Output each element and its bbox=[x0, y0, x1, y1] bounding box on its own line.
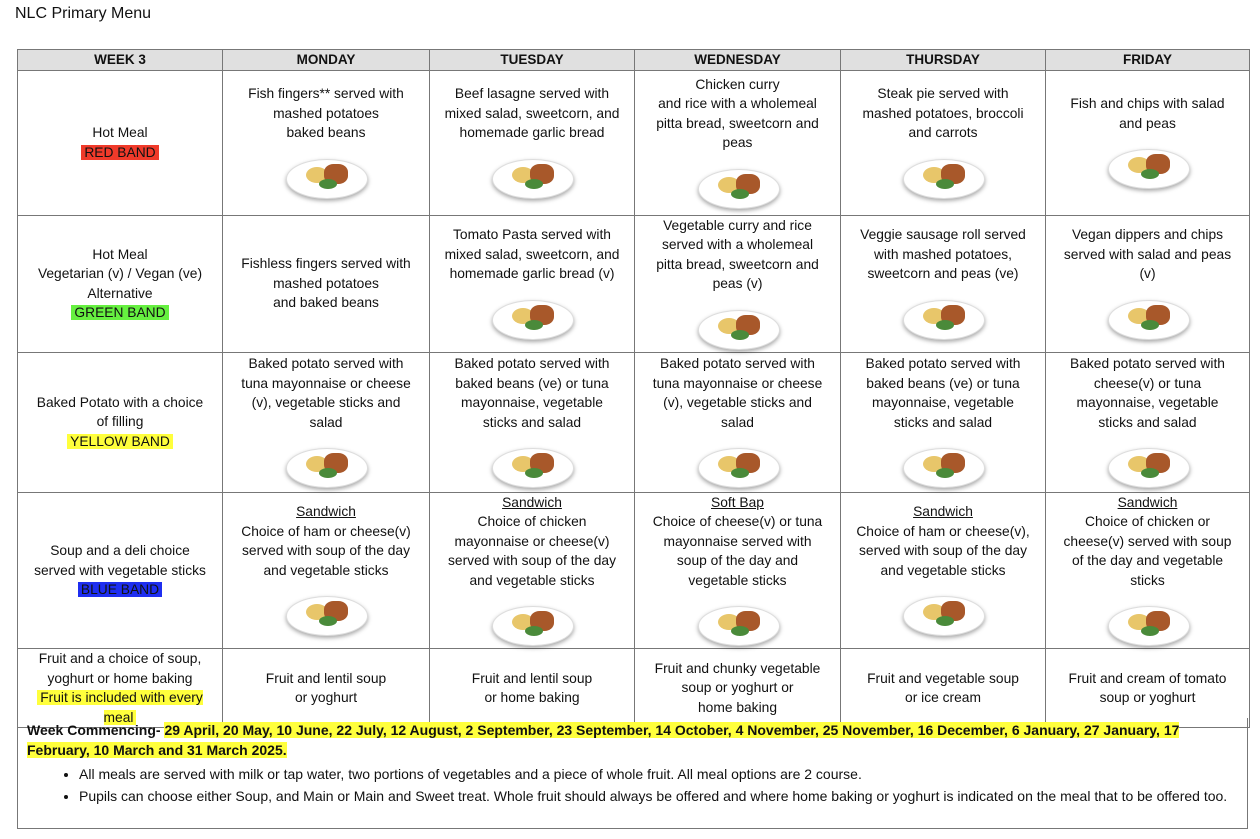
meal-description-line: Fishless fingers served with bbox=[241, 256, 411, 272]
meal-description-line: sticks bbox=[1130, 572, 1165, 588]
meal-description-line: home baking bbox=[697, 699, 777, 715]
menu-cell-wednesday bbox=[635, 70, 841, 215]
header-row bbox=[18, 50, 1250, 71]
meal-description-line: Choice of chicken or bbox=[1084, 514, 1210, 529]
meal-photo bbox=[898, 586, 988, 638]
header-tuesday: TUESDAY bbox=[430, 50, 635, 71]
deli-heading: Sandwich bbox=[502, 494, 562, 510]
meal-description-line: Baked potato served with bbox=[660, 356, 815, 371]
meal-description-line: Beef lasagne served with bbox=[454, 86, 610, 102]
meal-description-line: pitta bread, sweetcorn and bbox=[656, 256, 819, 272]
menu-cell-wednesday bbox=[635, 352, 841, 492]
meal-photo bbox=[281, 586, 371, 638]
menu-cell-tuesday bbox=[430, 649, 635, 728]
meal-description-line: mayonnaise or cheese(v) bbox=[454, 533, 610, 549]
meal-description-line: Baked potato served with bbox=[1070, 356, 1225, 371]
meal-description-line: and vegetable sticks bbox=[880, 562, 1006, 578]
meal-description-line: Chicken curry bbox=[695, 76, 780, 92]
meal-description-line: served with soup of the day bbox=[859, 543, 1027, 559]
meal-description-line: sticks and salad bbox=[893, 414, 993, 430]
menu-cell-monday bbox=[223, 492, 430, 649]
document-title: NLC Primary Menu bbox=[15, 5, 152, 22]
meal-description-line: peas (v) bbox=[712, 276, 763, 291]
menu-cell-friday bbox=[1046, 70, 1250, 215]
menu-cell-thursday bbox=[841, 352, 1046, 492]
menu-cell-thursday bbox=[841, 215, 1046, 352]
meal-description-line: and baked beans bbox=[273, 295, 379, 311]
meal-description-line: soup of the day and bbox=[676, 553, 799, 568]
meal-description-line: or ice cream bbox=[905, 690, 981, 705]
row-label bbox=[18, 352, 223, 492]
meal-description-line: baked beans bbox=[286, 125, 366, 141]
meal-description-line: served with salad and peas bbox=[1063, 246, 1232, 262]
meal-description-line: Vegan dippers and chips bbox=[1071, 227, 1224, 243]
table-row bbox=[18, 492, 1250, 649]
meal-description-line: and rice with a wholemeal bbox=[658, 96, 817, 111]
meal-description-line: vegetable sticks bbox=[688, 572, 787, 588]
meal-photo bbox=[281, 438, 371, 490]
meal-description-line: mayonnaise, vegetable bbox=[872, 395, 1014, 410]
menu-cell-friday bbox=[1046, 492, 1250, 649]
meal-description-line: Choice of chicken bbox=[477, 514, 587, 529]
meal-description-line: Fruit and lentil soup bbox=[471, 670, 593, 686]
meal-description-line: tuna mayonnaise or cheese bbox=[652, 375, 823, 391]
meal-description-line: Fruit and chunky vegetable bbox=[654, 660, 821, 676]
meal-description-line: Fish fingers** served with bbox=[248, 86, 404, 102]
meal-description-line: soup or yoghurt bbox=[1099, 690, 1196, 705]
meal-photo bbox=[487, 149, 577, 201]
meal-description-line: mashed potatoes bbox=[273, 275, 379, 291]
meal-photo bbox=[487, 596, 577, 648]
header-monday: MONDAY bbox=[223, 50, 430, 71]
meal-description-line: soup or yoghurt or bbox=[681, 680, 794, 696]
table-row bbox=[18, 649, 1250, 728]
meal-description-line: mixed salad, sweetcorn, and bbox=[444, 105, 620, 121]
meal-description-line: served with soup of the day bbox=[242, 543, 410, 559]
deli-heading: Soft Bap bbox=[711, 494, 764, 510]
row-label-line: Hot Meal bbox=[92, 125, 148, 140]
menu-cell-wednesday bbox=[635, 492, 841, 649]
row-label-line: Baked Potato with a choice bbox=[36, 394, 204, 410]
meal-description-line: (v), vegetable sticks and bbox=[663, 395, 812, 410]
meal-description-line: mixed salad, sweetcorn, and bbox=[444, 246, 620, 262]
menu-cell-thursday bbox=[841, 649, 1046, 728]
meal-description-line: mashed potatoes bbox=[273, 105, 379, 121]
menu-table bbox=[17, 49, 1250, 728]
header-week-3: WEEK 3 bbox=[18, 50, 223, 71]
meal-description-line: of the day and vegetable bbox=[1071, 553, 1224, 568]
meal-description-line: pitta bread, sweetcorn and bbox=[656, 115, 819, 131]
meal-description-line: salad bbox=[309, 414, 343, 430]
meal-description-line: or home baking bbox=[484, 690, 580, 705]
meal-photo bbox=[693, 438, 783, 490]
row-label-line: Soup and a deli choice bbox=[50, 543, 190, 558]
meal-description-line: Baked potato served with bbox=[248, 356, 404, 371]
menu-cell-tuesday bbox=[430, 352, 635, 492]
menu-cell-tuesday bbox=[430, 215, 635, 352]
menu-cell-friday bbox=[1046, 215, 1250, 352]
header-wednesday: WEDNESDAY bbox=[635, 50, 841, 71]
menu-cell-monday bbox=[223, 352, 430, 492]
band-label: BLUE BAND bbox=[78, 582, 162, 597]
band-label: Fruit is included with every meal bbox=[37, 690, 203, 725]
meal-photo bbox=[693, 596, 783, 648]
meal-description-line: Choice of ham or cheese(v), bbox=[856, 523, 1030, 539]
deli-heading: Sandwich bbox=[1117, 494, 1178, 510]
meal-description-line: baked beans (ve) or tuna bbox=[455, 375, 609, 391]
meal-description-line: mashed potatoes, broccoli bbox=[862, 105, 1024, 121]
meal-description-line: Baked potato served with bbox=[454, 356, 610, 371]
menu-cell-wednesday bbox=[635, 215, 841, 352]
header-friday: FRIDAY bbox=[1046, 50, 1250, 71]
meal-description-line: Fruit and vegetable soup bbox=[867, 670, 1019, 686]
meal-photo bbox=[1103, 596, 1193, 648]
meal-description-line: Choice of ham or cheese(v) bbox=[241, 523, 411, 539]
menu-cell-thursday bbox=[841, 70, 1046, 215]
meal-description-line: and vegetable sticks bbox=[263, 562, 389, 578]
deli-heading: Sandwich bbox=[296, 504, 356, 520]
meal-description-line: cheese(v) or tuna bbox=[1093, 375, 1202, 391]
meal-description-line: or yoghurt bbox=[294, 690, 358, 705]
row-label-line: of filling bbox=[96, 414, 144, 430]
row-label-line: served with vegetable sticks bbox=[34, 562, 206, 578]
note-item: • Pupils can choose either Soup, and Main or Main and Sweet treat. Whole fruit should always be offered and where home baking or yoghurt is indicated on the meal that to be offered too. bbox=[79, 785, 1238, 807]
meal-description-line: peas bbox=[722, 135, 753, 150]
meal-photo bbox=[693, 159, 783, 211]
deli-heading: Sandwich bbox=[913, 504, 973, 520]
menu-cell-wednesday bbox=[635, 649, 841, 728]
meal-description-line: cheese(v) served with soup bbox=[1063, 533, 1232, 549]
meal-photo bbox=[898, 290, 988, 342]
meal-description-line: served with a wholemeal bbox=[661, 237, 814, 252]
meal-description-line: Fruit and cream of tomato bbox=[1068, 670, 1227, 686]
band-label: GREEN BAND bbox=[71, 305, 168, 320]
band-label: RED BAND bbox=[81, 145, 158, 160]
meal-description-line: mayonnaise, vegetable bbox=[1076, 395, 1219, 410]
meal-description-line: with mashed potatoes, bbox=[873, 246, 1013, 262]
row-label-line: Alternative bbox=[87, 285, 153, 301]
meal-description-line: salad bbox=[721, 414, 754, 430]
band-label: YELLOW BAND bbox=[67, 434, 173, 449]
meal-photo bbox=[1103, 438, 1193, 490]
meal-description-line: Fish and chips with salad bbox=[1070, 96, 1225, 111]
notes-list bbox=[27, 763, 1238, 807]
meal-photo bbox=[1103, 290, 1193, 342]
menu-cell-monday bbox=[223, 215, 430, 352]
meal-description-line: and vegetable sticks bbox=[469, 572, 595, 588]
meal-photo bbox=[487, 290, 577, 342]
meal-photo bbox=[898, 438, 988, 490]
meal-description-line: (v) bbox=[1139, 266, 1156, 282]
row-label-line: Hot Meal bbox=[92, 246, 148, 262]
menu-cell-tuesday bbox=[430, 492, 635, 649]
meal-description-line: baked beans (ve) or tuna bbox=[866, 375, 1020, 391]
menu-cell-thursday bbox=[841, 492, 1046, 649]
table-row bbox=[18, 352, 1250, 492]
meal-description-line: tuna mayonnaise or cheese bbox=[241, 375, 411, 391]
meal-description-line: mayonnaise served with bbox=[663, 533, 812, 549]
row-label-line: yoghurt or home baking bbox=[47, 670, 193, 686]
menu-cell-friday bbox=[1046, 352, 1250, 492]
meal-photo bbox=[1103, 139, 1193, 191]
meal-description-line: Steak pie served with bbox=[877, 86, 1009, 102]
menu-cell-tuesday bbox=[430, 70, 635, 215]
meal-description-line: (v), vegetable sticks and bbox=[251, 395, 401, 410]
meal-description-line: served with soup of the day bbox=[448, 553, 616, 568]
footer-notes bbox=[17, 718, 1248, 829]
menu-cell-monday bbox=[223, 649, 430, 728]
row-label bbox=[18, 70, 223, 215]
meal-description-line: homemade garlic bread (v) bbox=[449, 266, 615, 282]
row-label-line: Vegetarian (v) / Vegan (ve) bbox=[37, 266, 203, 281]
meal-description-line: Vegetable curry and rice bbox=[663, 217, 812, 233]
menu-cell-monday bbox=[223, 70, 430, 215]
meal-photo bbox=[898, 149, 988, 201]
meal-description-line: Veggie sausage roll served bbox=[860, 227, 1026, 243]
row-label-line: Fruit and a choice of soup, bbox=[38, 651, 202, 666]
meal-description-line: sweetcorn and peas (ve) bbox=[867, 266, 1019, 282]
meal-description-line: homemade garlic bread bbox=[459, 125, 605, 141]
meal-description-line: mayonnaise, vegetable bbox=[461, 395, 603, 410]
header-thursday: THURSDAY bbox=[841, 50, 1046, 71]
meal-description-line: sticks and salad bbox=[482, 414, 582, 430]
meal-description-line: sticks and salad bbox=[1098, 414, 1197, 430]
meal-description-line: and peas bbox=[1119, 115, 1176, 131]
menu-cell-friday bbox=[1046, 649, 1250, 728]
row-label bbox=[18, 215, 223, 352]
row-label bbox=[18, 492, 223, 649]
meal-photo bbox=[281, 149, 371, 201]
row-label bbox=[18, 649, 223, 728]
meal-photo bbox=[693, 300, 783, 352]
meal-description-line: and carrots bbox=[908, 125, 978, 141]
meal-description-line: Choice of cheese(v) or tuna bbox=[652, 514, 823, 529]
table-row bbox=[18, 70, 1250, 215]
meal-description-line: Tomato Pasta served with bbox=[453, 227, 611, 243]
meal-photo bbox=[487, 438, 577, 490]
week-commencing-dates: 29 April, 20 May, 10 June, 22 July, 12 August, 2 September, 23 September, 14 October, 4 November, 25 November, 16 December, 6 January, 27 January, 17 February, 10 March and 31 March 2025. bbox=[27, 722, 1180, 758]
meal-description-line: Fruit and lentil soup bbox=[265, 670, 387, 686]
meal-description-line: Baked potato served with bbox=[865, 356, 1021, 371]
note-item: • All meals are served with milk or tap water, two portions of vegetables and a piece of whole fruit. All meal options are 2 course. bbox=[79, 763, 1238, 785]
week-commencing-label: Week Commencing- bbox=[27, 722, 161, 738]
table-row bbox=[18, 215, 1250, 352]
